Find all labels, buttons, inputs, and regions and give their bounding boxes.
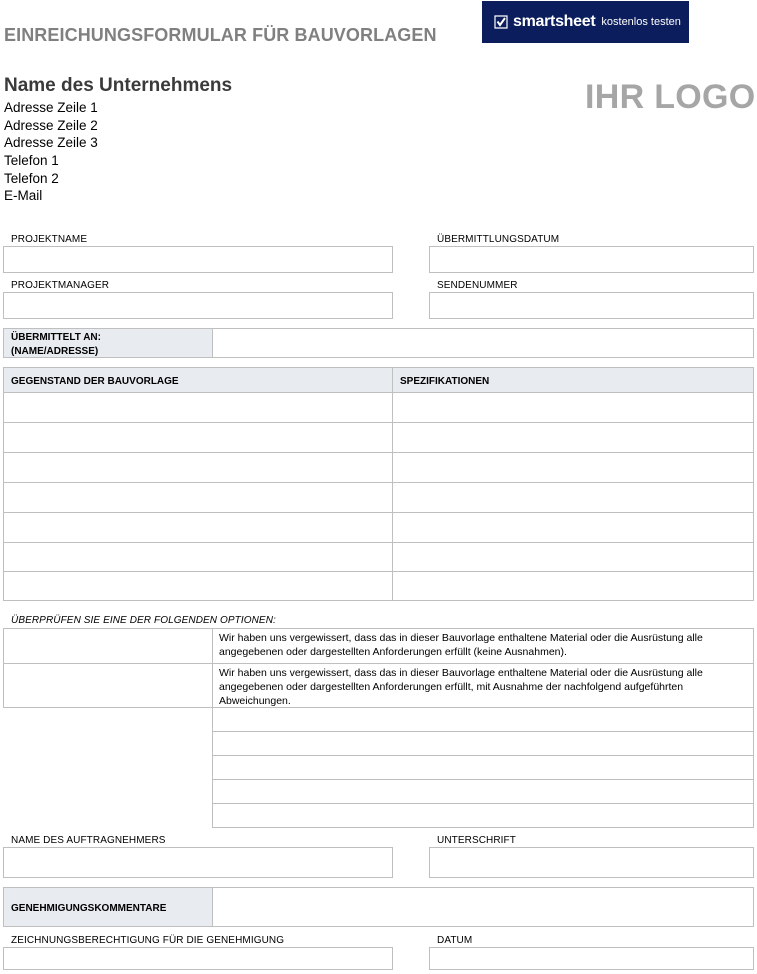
sendenummer-label: SENDENUMMER xyxy=(437,280,518,291)
table-cell-gegenstand[interactable] xyxy=(3,571,393,601)
datum-label: DATUM xyxy=(437,935,473,946)
option-2-checkbox-cell[interactable] xyxy=(3,663,213,708)
projektname-label: PROJEKTNAME xyxy=(11,234,88,245)
table-cell-spezifikation[interactable] xyxy=(392,571,754,601)
auftragnehmer-input[interactable] xyxy=(3,847,393,878)
address-line-2: Adresse Zeile 2 xyxy=(4,118,98,133)
uebermittelt-an-sublabel: (NAME/ADRESSE) xyxy=(11,346,99,357)
smartsheet-banner[interactable] xyxy=(482,1,689,43)
datum-input[interactable] xyxy=(429,947,754,970)
option-2-text: Wir haben uns vergewissert, dass das in dieser Bauvorlage enthaltene Material oder die Ausrüstung alle angegebenen oder dargestellten Anforderungen erfüllt, mit Ausnahme der nachfolgend aufgeführten Abweichungen. xyxy=(219,667,703,707)
uebermittelt-an-input[interactable] xyxy=(212,328,754,358)
form-title: EINREICHUNGSFORMULAR FÜR BAUVORLAGEN xyxy=(4,25,437,45)
smartsheet-logo-icon xyxy=(494,15,508,29)
address-line-1: Adresse Zeile 1 xyxy=(4,100,98,115)
table-cell-gegenstand[interactable] xyxy=(3,392,393,423)
zeichnungsberechtigung-input[interactable] xyxy=(3,947,393,970)
phone-2: Telefon 2 xyxy=(4,171,59,186)
exception-row[interactable] xyxy=(212,803,754,828)
uebermittelt-an-label: ÜBERMITTELT AN: xyxy=(11,332,101,343)
unterschrift-label: UNTERSCHRIFT xyxy=(437,835,516,846)
auftragnehmer-label: NAME DES AUFTRAGNEHMERS xyxy=(11,835,166,846)
phone-1: Telefon 1 xyxy=(4,153,59,168)
logo-placeholder: IHR LOGO xyxy=(585,78,756,116)
exception-row[interactable] xyxy=(212,779,754,804)
table-cell-gegenstand[interactable] xyxy=(3,452,393,483)
zeichnungsberechtigung-label: ZEICHNUNGSBERECHTIGUNG FÜR DIE GENEHMIGUNG xyxy=(11,935,285,946)
genehmigungskommentare-label: GENEHMIGUNGSKOMMENTARE xyxy=(11,903,167,914)
projektmanager-input[interactable] xyxy=(3,292,393,319)
col-gegenstand-label: GEGENSTAND DER BAUVORLAGE xyxy=(11,376,179,387)
table-header-gegenstand xyxy=(3,367,393,393)
option-1-cell xyxy=(212,628,754,664)
uebermittlungsdatum-label: ÜBERMITTLUNGSDATUM xyxy=(437,234,560,245)
table-header-spezifikationen xyxy=(392,367,754,393)
email: E-Mail xyxy=(4,188,43,203)
table-cell-gegenstand[interactable] xyxy=(3,482,393,513)
uebermittlungsdatum-input[interactable] xyxy=(429,246,754,273)
table-cell-gegenstand[interactable] xyxy=(3,512,393,543)
exception-row[interactable] xyxy=(212,755,754,780)
option-1-checkbox-cell[interactable] xyxy=(3,628,213,664)
projektname-input[interactable] xyxy=(3,246,393,273)
genehmigungskommentare-label-cell xyxy=(3,887,213,927)
company-name: Name des Unternehmens xyxy=(4,75,233,96)
option-1-text: Wir haben uns vergewissert, dass das in dieser Bauvorlage enthaltene Material oder die Ausrüstung alle angegebenen oder dargestellten Anforderungen erfüllt (keine Ausnahmen). xyxy=(219,632,703,658)
genehmigungskommentare-input[interactable] xyxy=(212,887,754,927)
uebermittelt-an-label-cell xyxy=(3,328,213,358)
table-cell-spezifikation[interactable] xyxy=(392,392,754,423)
address-line-3: Adresse Zeile 3 xyxy=(4,135,98,150)
exception-row[interactable] xyxy=(212,731,754,756)
exception-row[interactable] xyxy=(212,707,754,732)
banner-brand: smartsheet xyxy=(513,13,596,30)
table-cell-spezifikation[interactable] xyxy=(392,422,754,453)
unterschrift-input[interactable] xyxy=(429,847,754,878)
banner-cta: kostenlos testen xyxy=(601,16,681,28)
projektmanager-label: PROJEKTMANAGER xyxy=(11,280,110,291)
table-cell-spezifikation[interactable] xyxy=(392,542,754,573)
table-cell-gegenstand[interactable] xyxy=(3,542,393,573)
sendenummer-input[interactable] xyxy=(429,292,754,319)
table-cell-spezifikation[interactable] xyxy=(392,452,754,483)
option-2-cell xyxy=(212,663,754,708)
col-spezifikationen-label: SPEZIFIKATIONEN xyxy=(400,376,490,387)
options-heading: ÜBERPRÜFEN SIE EINE DER FOLGENDEN OPTIONEN: xyxy=(11,615,276,626)
table-cell-spezifikation[interactable] xyxy=(392,512,754,543)
table-cell-gegenstand[interactable] xyxy=(3,422,393,453)
table-cell-spezifikation[interactable] xyxy=(392,482,754,513)
